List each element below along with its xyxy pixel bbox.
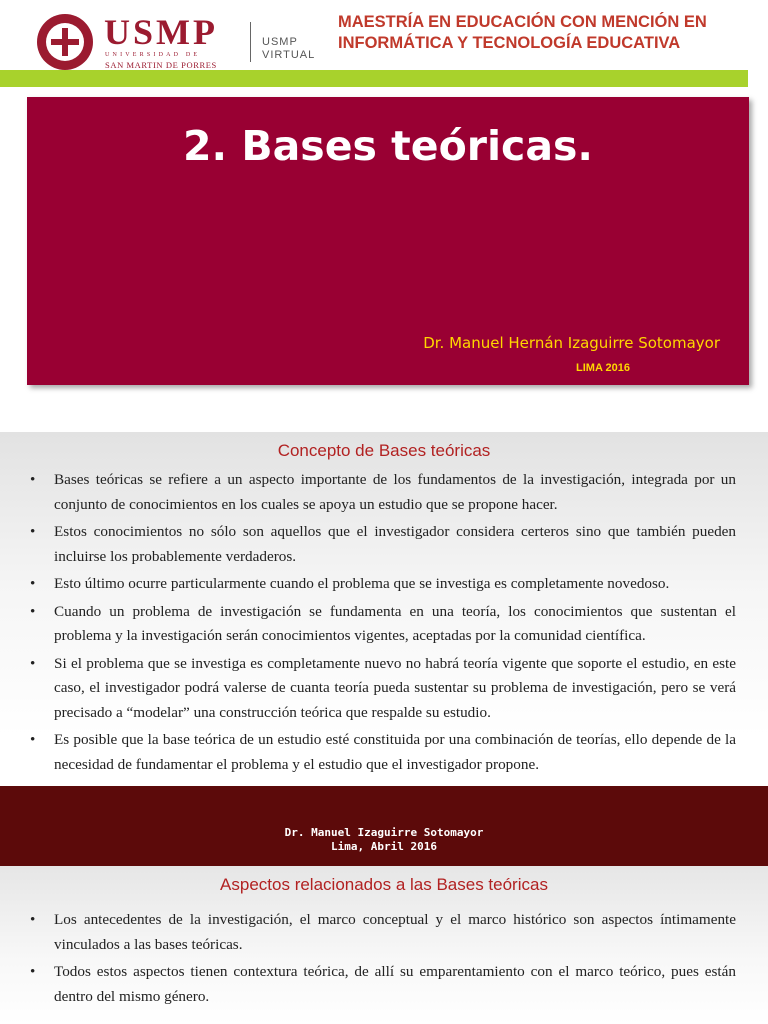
list-item: • Esto último ocurre particularmente cuando el problema que se investiga es completamente novedoso. <box>30 575 670 592</box>
list-item: • Todos estos aspectos tienen contextura teórica, de allí su emparentamiento con el marco teórico, pues están dentro del mismo género. <box>30 963 736 1005</box>
footer-date: Lima, Abril 2016 <box>331 840 437 853</box>
section-heading: Aspectos relacionados a las Bases teóricas <box>220 875 548 894</box>
footer-band <box>0 786 768 866</box>
program-title: MAESTRÍA EN EDUCACIÓN CON MENCIÓN EN INFORMÁTICA Y TECNOLOGÍA EDUCATIVA <box>338 13 707 52</box>
list-item: • Bases teóricas se refiere a un aspecto importante de los fundamentos de la investigación, integrada por un conjunto de conocimientos en los cuales se apoya un estudio que se propone hacer. <box>30 471 736 513</box>
aspects-slide <box>0 866 768 1024</box>
footer-author: Dr. Manuel Izaguirre Sotomayor <box>284 826 484 839</box>
usmp-logo: USMP <box>104 12 218 52</box>
title-slide <box>0 0 768 408</box>
usmp-virtual-label: USMP VIRTUAL <box>262 36 316 61</box>
slide-title: 2. Bases teóricas. <box>183 122 593 170</box>
title-panel <box>27 97 749 385</box>
bullet-list <box>30 468 736 780</box>
list-item: • Si el problema que se investiga es completamente nuevo no habrá teoría vigente que soporte el estudio, en este caso, el investigador podrá valerse de cuanta teoría pueda sustentar su problema de investigación, pero se verá precisado a “modelar” una construcción teórica que respalde su estudio. <box>30 654 736 721</box>
university-seal-icon <box>37 14 93 70</box>
section-heading: Concepto de Bases teóricas <box>277 441 491 460</box>
bullet-list <box>30 908 736 1012</box>
list-item: • Cuando un problema de investigación se fundamenta en una teoría, los conocimientos que sustentan el problema y la investigación serán conocimientos vigentes, aceptadas por la comunidad científica. <box>30 602 736 644</box>
accent-bar <box>0 70 748 87</box>
date-label: LIMA 2016 <box>576 362 631 374</box>
list-item: • Estos conocimientos no sólo son aquellos que el investigador considera certeros sino que también pueden incluirse los probablemente verdaderos. <box>30 523 736 565</box>
university-name: UNIVERSIDAD DE SAN MARTIN DE PORRES <box>105 52 217 70</box>
logo-divider <box>250 22 251 62</box>
list-item: • Los antecedentes de la investigación, el marco conceptual y el marco histórico son aspectos íntimamente vinculados a las bases teóricas. <box>30 911 736 953</box>
list-item: • Es posible que la base teórica de un estudio esté constituida por una combinación de teorías, ello depende de la necesidad de fundamentar el problema y el estudio que el investigador propone. <box>30 731 736 773</box>
author-name: Dr. Manuel Hernán Izaguirre Sotomayor <box>423 334 720 352</box>
